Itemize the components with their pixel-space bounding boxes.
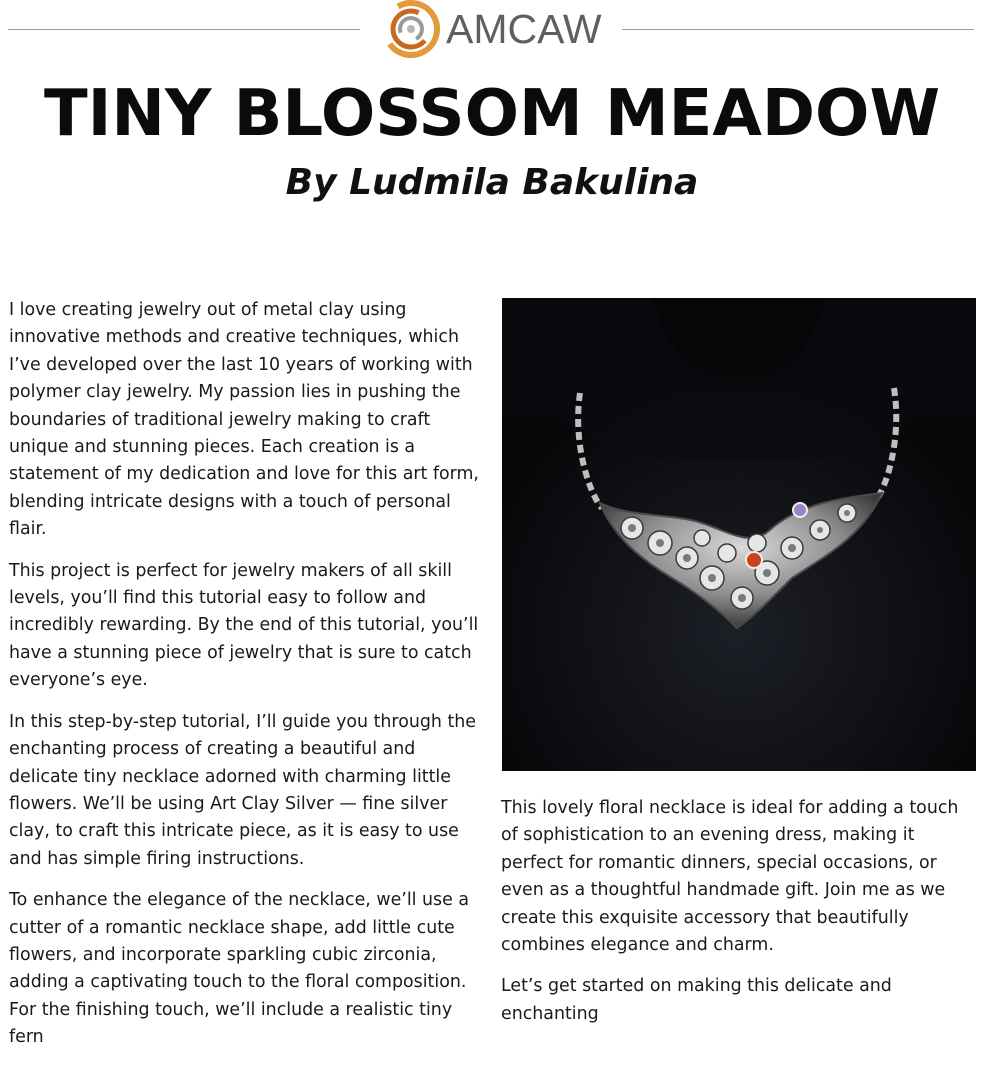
paragraph: In this step-by-step tutorial, I’ll guide you through the enchanting process of creating a beautiful and delicate tiny necklace adorned with charming little flowers. We’ll be using Art Clay Silver — fine silver clay, to craft this intricate piece, as it is easy to use and has simple firing instructions. — [9, 711, 476, 869]
necklace-illustration — [502, 298, 976, 771]
article-byline: By Ludmila Bakulina — [285, 162, 699, 203]
article-column-right — [501, 795, 979, 1042]
brand-name: AMCAW — [446, 5, 602, 52]
amcaw-swirl-icon — [382, 0, 440, 58]
header-rule-left — [8, 29, 360, 30]
paragraph: I love creating jewelry out of metal clay using innovative methods and creative techniques, which I’ve developed over the last 10 years of working with polymer clay jewelry. My passion lies in pushing the boundaries of traditional jewelry making to craft unique and stunning pieces. Each creation is a statement of my dedication and love for this art form, blending intricate designs with a touch of personal flair. — [9, 300, 479, 540]
paragraph: To enhance the elegance of the necklace, we’ll use a cutter of a romantic necklace shape, add little cute flowers, and incorporate sparkling cubic zirconia, adding a captivating touch to the floral composition. For the finishing touch, we’ll include a realistic tiny fern — [9, 890, 469, 1048]
page-header — [0, 0, 1000, 60]
article-column-left — [9, 297, 487, 1066]
paragraph: This lovely floral necklace is ideal for adding a touch of sophistication to an evening dress, making it perfect for romantic dinners, special occasions, or even as a thoughtful handmade gift. Join me as we create this exquisite accessory that beautifully combines elegance and charm. — [501, 798, 959, 956]
necklace-photo — [502, 298, 976, 771]
amcaw-logo[interactable] — [382, 0, 602, 58]
paragraph: This project is perfect for jewelry makers of all skill levels, you’ll find this tutorial easy to follow and incredibly rewarding. By the end of this tutorial, you’ll have a stunning piece of jewelry that is sure to catch everyone’s eye. — [9, 560, 479, 691]
article-title: TINY BLOSSOM MEADOW — [43, 77, 941, 151]
paragraph: Let’s get started on making this delicate and enchanting — [501, 976, 892, 1024]
header-rule-right — [622, 29, 974, 30]
